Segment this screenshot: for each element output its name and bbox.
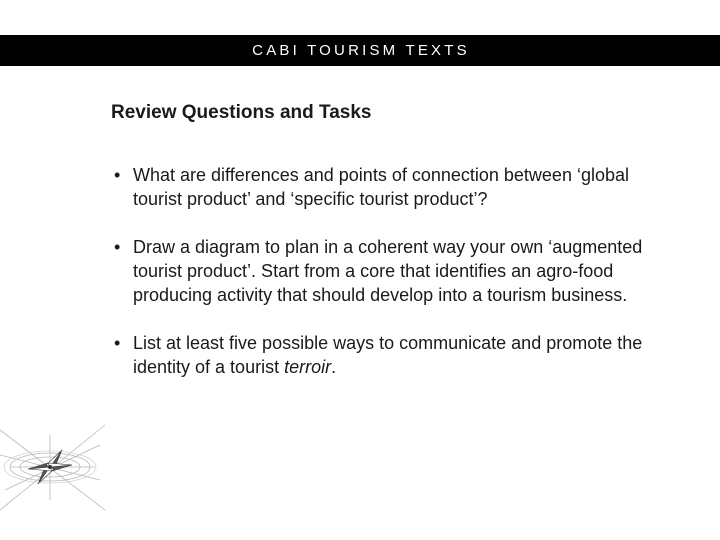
bullet-text: What are differences and points of connection between ‘global tourist product’ and ‘specific tourist product’?	[133, 165, 629, 209]
bullet-text-italic: terroir	[284, 357, 332, 377]
bullet-text: Draw a diagram to plan in a coherent way your own ‘augmented tourist product’. Start from a core that identifies an agro-food producing activity that should develop into a tourism business.	[133, 237, 643, 305]
bullet-marker: •	[114, 237, 121, 257]
slide-title: Review Questions and Tasks	[111, 102, 372, 123]
header-title: CABI TOURISM TEXTS	[252, 42, 470, 59]
bullet-marker: •	[114, 333, 121, 353]
bullet-marker: •	[114, 165, 121, 185]
bullet-item	[114, 163, 674, 211]
bullet-text-plain: List at least five possible ways to communicate and promote the identity of a tourist	[133, 333, 643, 377]
bullet-text-end: .	[331, 357, 337, 377]
bullet-list	[114, 163, 674, 379]
compass-rose-icon	[0, 410, 110, 540]
bullet-item	[114, 331, 674, 379]
bullet-item	[114, 235, 674, 307]
bullet-text	[133, 333, 642, 377]
header-bar	[0, 35, 720, 66]
